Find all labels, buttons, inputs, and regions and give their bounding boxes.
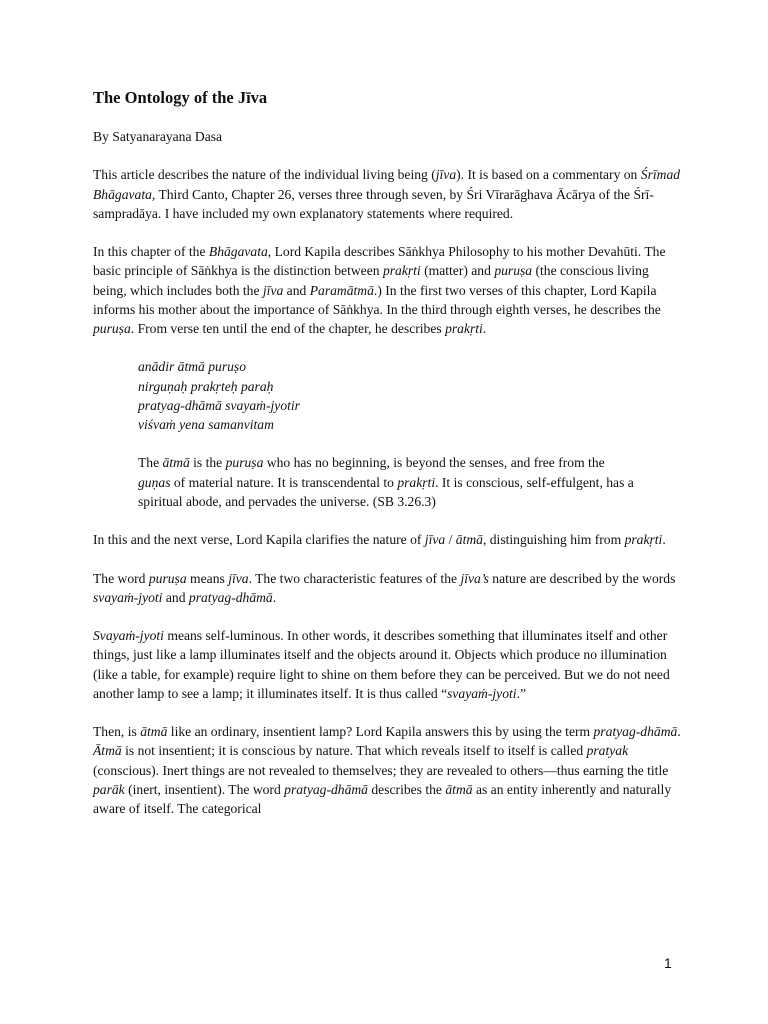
verse-line: nirguṇaḥ prakṛteḥ paraḥ <box>138 378 274 394</box>
paragraph-intro: This article describes the nature of the individual living being (jīva). It is based on a commentary on Śrīmad Bhāgavata, Third Canto, Chapter 26, verses three through seven, by Śri Vīrarāghava Ācārya of the Śrī-sampradāya. I have included my own explanatory statements where required. <box>93 167 681 221</box>
paragraph-purusa: The word puruṣa means jīva. The two characteristic features of the jīva’s nature are described by the words svayaṁ-jyoti and pratyag-dhāmā. <box>93 570 676 605</box>
verse-line: viśvaṁ yena samanvitam <box>138 417 274 432</box>
author-byline: By Satyanarayana Dasa <box>93 129 223 144</box>
paragraph-svayam-jyoti: Svayaṁ-jyoti means self-luminous. In other words, it describes something that illuminates itself and other things, just like a lamp illuminates itself and the objects around it. Objects which produce no illumination (like a table, for example) require light to shine on them before they can be perceived. But we do not need another lamp to see a lamp; it illuminates itself. It is thus called “svayaṁ-jyoti.” <box>93 628 670 701</box>
sanskrit-verse <box>138 357 683 434</box>
page-number: 1 <box>664 955 672 971</box>
paragraph-pratyag-dhama: Then, is ātmā like an ordinary, insentient lamp? Lord Kapila answers this by using the term pratyag-dhāmā. Ātmā is not insentient; it is conscious by nature. That which reveals itself to itself is called pratyak (conscious). Inert things are not revealed to themselves; they are revealed to others—thus earning the title parāk (inert, insentient). The word pratyag-dhāmā describes the ātmā as an entity inherently and naturally aware of itself. The categorical <box>93 724 681 816</box>
document-body <box>93 88 683 837</box>
verse-line: anādir ātmā puruṣo <box>138 359 247 375</box>
paragraph-chapter-summary: In this chapter of the Bhāgavata, Lord Kapila describes Sāṅkhya Philosophy to his mother Devahūti. The basic principle of Sāṅkhya is the distinction between prakṛti (matter) and puruṣa (the conscious living being, which includes both the jīva and Paramātmā.) In the first two verses of this chapter, Lord Kapila informs his mother about the importance of Sāṅkhya. In the third through eighth verses, he describes the puruṣa. From verse ten until the end of the chapter, he describes prakṛti. <box>93 244 666 336</box>
verse-translation: The ātmā is the puruṣa who has no beginning, is beyond the senses, and free from the guṇas of material nature. It is transcendental to prakṛti. It is conscious, self-effulgent, has a spiritual abode, and pervades the universe. (SB 3.26.3) <box>138 455 634 509</box>
verse-line: pratyag-dhāmā svayaṁ-jyotir <box>138 397 300 413</box>
article-title: The Ontology of the Jīva <box>93 88 268 107</box>
paragraph-next-verse: In this and the next verse, Lord Kapila clarifies the nature of jīva / ātmā, distinguishing him from prakṛti. <box>93 532 666 548</box>
